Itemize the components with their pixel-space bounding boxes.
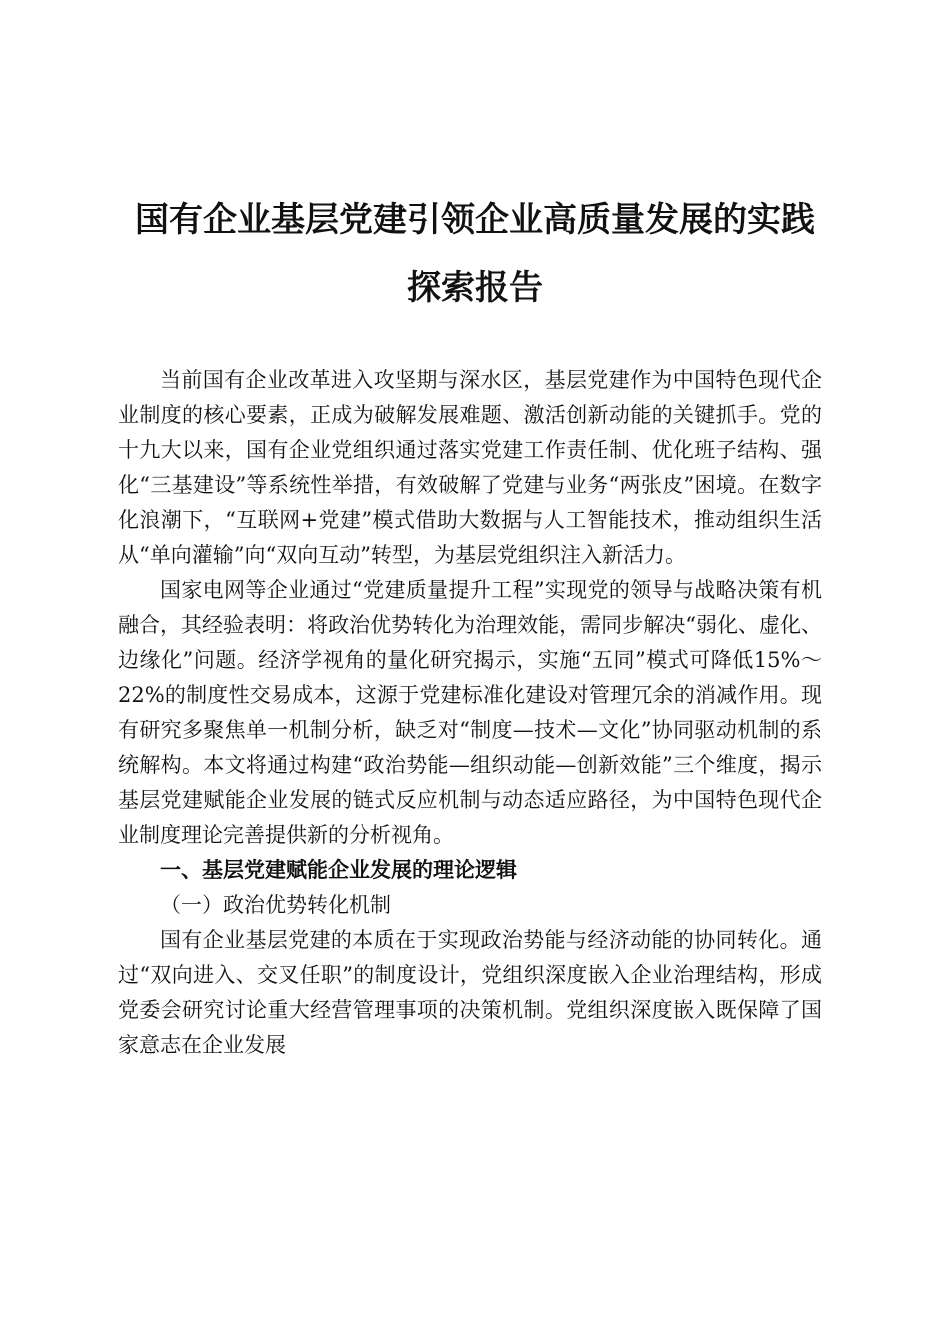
section-heading: 一、基层党建赋能企业发展的理论逻辑 [160,858,517,882]
paragraph-research: 国家电网等企业通过“党建质量提升工程”实现党的领导与战略决策有机融合，其经验表明：将政治优势转化为治理效能，需同步解决“弱化、虚化、边缘化”问题。经济学视角的量化研究揭示，实施“五同”模式可降低15%～22%的制度性交易成本，这源于党建标准化建设对管理冗余的消减作用。现有研究多聚焦单一机制分析，缺乏对“制度—技术—文化”协同驱动机制的系统解构。本文将通过构建“政治势能—组织动能—创新效能”三个维度，揭示基层党建赋能企业发展的链式反应机制与动态适应路径，为中国特色现代企业制度理论完善提供新的分析视角。 [118,578,822,847]
paragraph-political: 国有企业基层党建的本质在于实现政治势能与经济动能的协同转化。通过“双向进入、交叉任职”的制度设计，党组织深度嵌入企业治理结构，形成党委会研究讨论重大经营管理事项的决策机制。党组织深度嵌入既保障了国家意志在企业发展 [118,928,822,1057]
document-title-line2: 探索报告 [407,268,543,308]
subsection-heading: （一）政治优势转化机制 [160,893,391,917]
paragraph-intro: 当前国有企业改革进入攻坚期与深水区，基层党建作为中国特色现代企业制度的核心要素，正成为破解发展难题、激活创新动能的关键抓手。党的十九大以来，国有企业党组织通过落实党建工作责任制、优化班子结构、强化“三基建设”等系统性举措，有效破解了党建与业务“两张皮”困境。在数字化浪潮下，“互联网+党建”模式借助大数据与人工智能技术，推动组织生活从“单向灌输”向“双向互动”转型，为基层党组织注入新活力。 [118,368,822,567]
document-title-line1: 国有企业基层党建引领企业高质量发展的实践 [135,200,815,240]
document-body [118,363,822,1063]
